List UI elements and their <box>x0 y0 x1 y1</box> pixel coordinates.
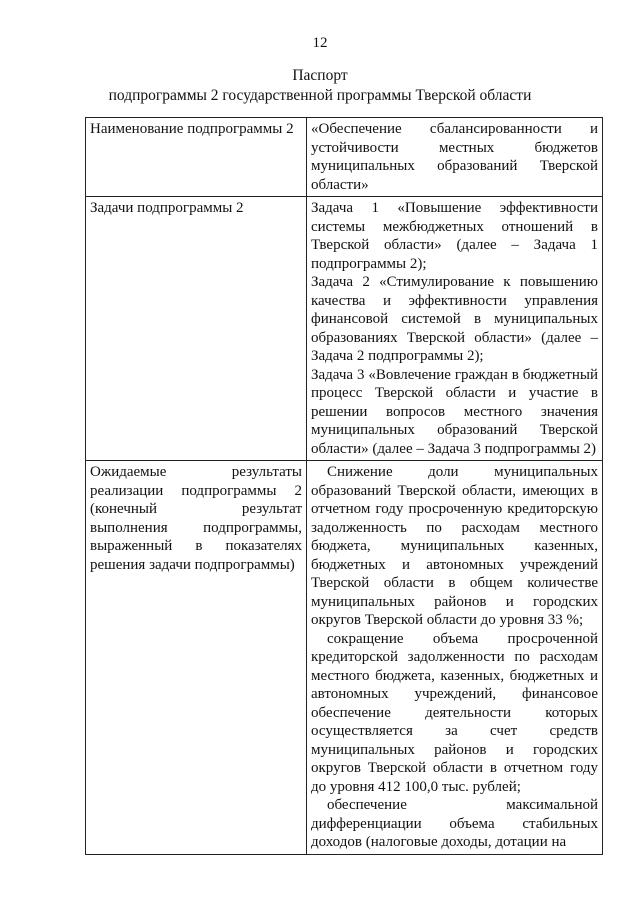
table-row-name <box>86 118 603 197</box>
table-row-tasks <box>86 197 603 461</box>
title-line-1: Паспорт <box>292 67 348 84</box>
page-number: 12 <box>312 35 328 51</box>
result-2-paragraph: сокращение объема просроченной кредиторской задолженности по расходам местного бюджета, казенных, бюджетных и автономных учреждений, финансовое обеспечение деятельности которых осуществляется за счет средств муниципальных районов и городских округов Тверской области в отчетном году до уровня 412 100,0 тыс. рублей; <box>311 630 598 795</box>
document-title <box>0 66 640 106</box>
title-line-2: подпрограммы 2 государственной программы Тверской области <box>108 87 532 104</box>
row-label-results: Ожидаемые результаты реализации подпрограммы 2 (конечный результат выполнения подпрограммы, выраженный в показателях решения задачи подпрограммы) <box>86 461 307 855</box>
task-3-paragraph: Задача 3 «Вовлечение граждан в бюджетный процесс Тверской области и участие в решении вопросов местного значения муниципальных образований Тверской области» (далее – Задача 3 подпрограммы 2) <box>311 366 598 457</box>
table-row-results <box>86 461 603 855</box>
row-label-tasks: Задачи подпрограммы 2 <box>86 197 307 461</box>
task-2-paragraph: Задача 2 «Стимулирование к повышению качества и эффективности управления финансовой системой в муниципальных образованиях Тверской области» (далее – Задача 2 подпрограммы 2); <box>311 274 598 364</box>
task-1-paragraph: Задача 1 «Повышение эффективности системы межбюджетных отношений в Тверской области» (далее – Задача 1 подпрограммы 2); <box>311 200 598 272</box>
row-value-name <box>307 118 603 197</box>
row-value-tasks <box>307 197 603 461</box>
result-3-paragraph: обеспечение максимальной дифференциации объема стабильных доходов (налоговые доходы, дотации на <box>311 797 598 850</box>
row-label-name: Наименование подпрограммы 2 <box>86 118 307 197</box>
row-value-results <box>307 461 603 855</box>
result-1-paragraph: Снижение доли муниципальных образований Тверской области, имеющих в отчетном году просроченную кредиторскую задолженность по расходам местного бюджета, муниципальных казенных, бюджетных и автономных учреждений Тверской области в общем количестве муниципальных районов и городских округов Тверской области до уровня 33 %; <box>311 464 598 628</box>
name-paragraph: «Обеспечение сбалансированности и устойчивости местных бюджетов муниципальных образований Тверской области» <box>311 121 598 193</box>
passport-table <box>85 117 603 855</box>
